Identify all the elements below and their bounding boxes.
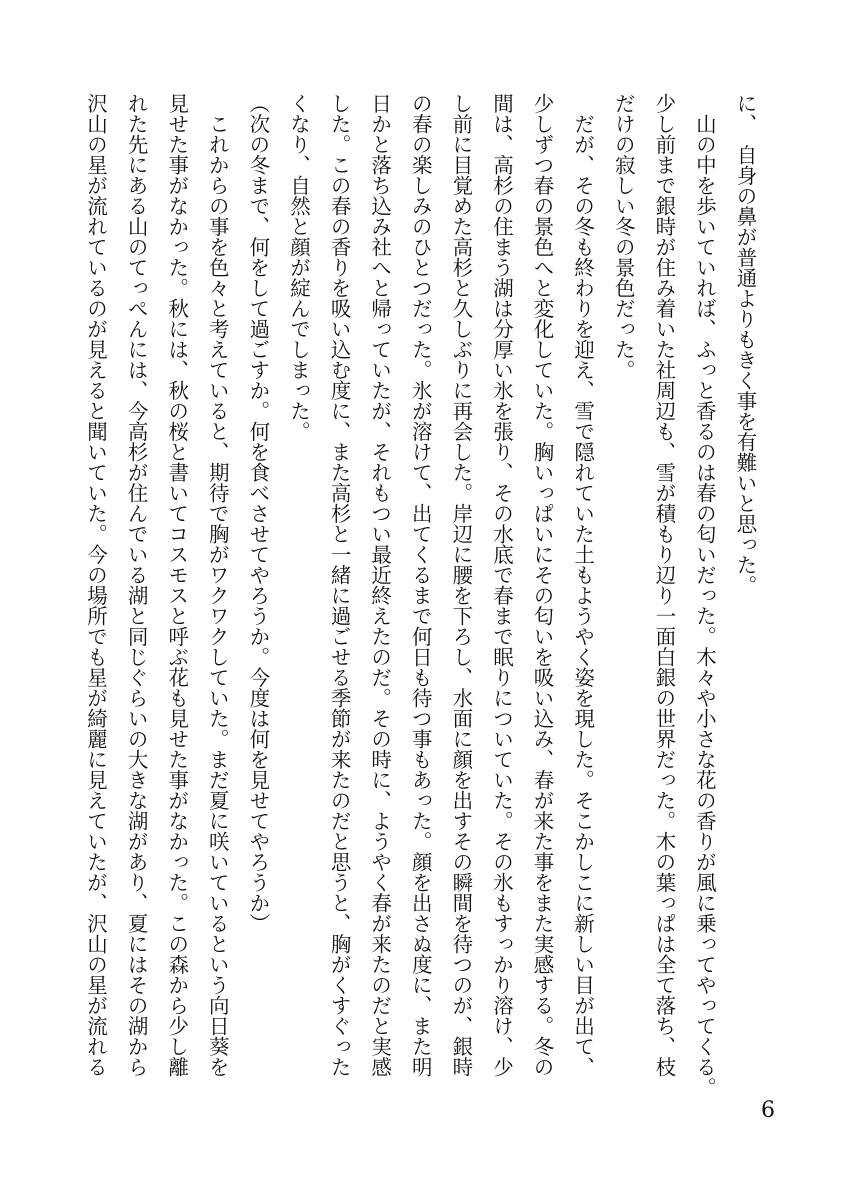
text-column: 日かと落ち込み社へと帰っていたが、それもつい最近終えたのだ。その時に、ようやく春が来たのだと実感 — [367, 93, 392, 1077]
text-column: これからの事を色々と考えていると、期待で胸がワクワクしていた。まだ夏に咲いているという向日葵を — [205, 93, 230, 1077]
page-number: 6 — [761, 1098, 775, 1123]
text-column: 沢山の星が流れているのが見えると聞いていた。今の場所でも星が綺麗に見えていたが、沢山の星が流れる — [83, 93, 108, 1077]
text-column: れた先にある山のてっぺんには、今高杉が住んでいる湖と同じぐらいの大きな湖があり、夏にはその湖から — [124, 93, 149, 1077]
text-column: 少し前まで銀時が住み着いた社周辺も、雪が積もり辺り一面白銀の世界だった。木の葉っぱは全て落ち、枝 — [651, 93, 676, 1077]
text-column: 間は、高杉の住まう湖は分厚い氷を張り、その水底で春まで眠りについていた。その氷もすっかり溶け、少 — [489, 93, 514, 1077]
text-column: 少しずつ春の景色へと変化していた。胸いっぱいにその匂いを吸い込み、春が来た事をまた実感する。冬の — [530, 93, 555, 1077]
text-column: し前に目覚めた高杉と久しぶりに再会した。岸辺に腰を下ろし、水面に顔を出すその瞬間を待つのが、銀時 — [448, 93, 473, 1077]
text-column: だけの寂しい冬の景色だった。 — [611, 93, 636, 380]
text-column: くなり、自然と顔が綻んでしまった。 — [286, 93, 311, 442]
text-column: に、 自身の鼻が普通よりもきく事を有難いと思った。 — [733, 93, 757, 596]
text-column: 山の中を歩いていれば、ふっと香るのは春の匂いだった。木々や小さな花の香りが風に乗ってやってくる。 — [692, 93, 717, 1098]
text-column: 見せた事がなかった。秋には、秋の桜と書いてコスモスと呼ぶ花も見せた事がなかった。この森から少し離 — [164, 93, 189, 1077]
text-column: の春の楽しみのひとつだった。氷が溶けて、出てくるまで何日も待つ事もあった。顔を出さぬ度に、また明 — [408, 93, 433, 1077]
vertical-text-block — [75, 93, 765, 1101]
text-column: （次の冬まで、何をして過ごすか。何を食べさせてやろうか。今度は何を見せてやろうか） — [245, 93, 270, 934]
text-column: した。この春の香りを吸い込む度に、また高杉と一緒に過ごせる季節が来たのだと思うと、胸がくすぐった — [327, 93, 352, 1077]
text-column: だが、その冬も終わりを迎え、雪で隠れていた土もようやく姿を現した。そこかしこに新しい目が出て、 — [570, 93, 595, 1077]
